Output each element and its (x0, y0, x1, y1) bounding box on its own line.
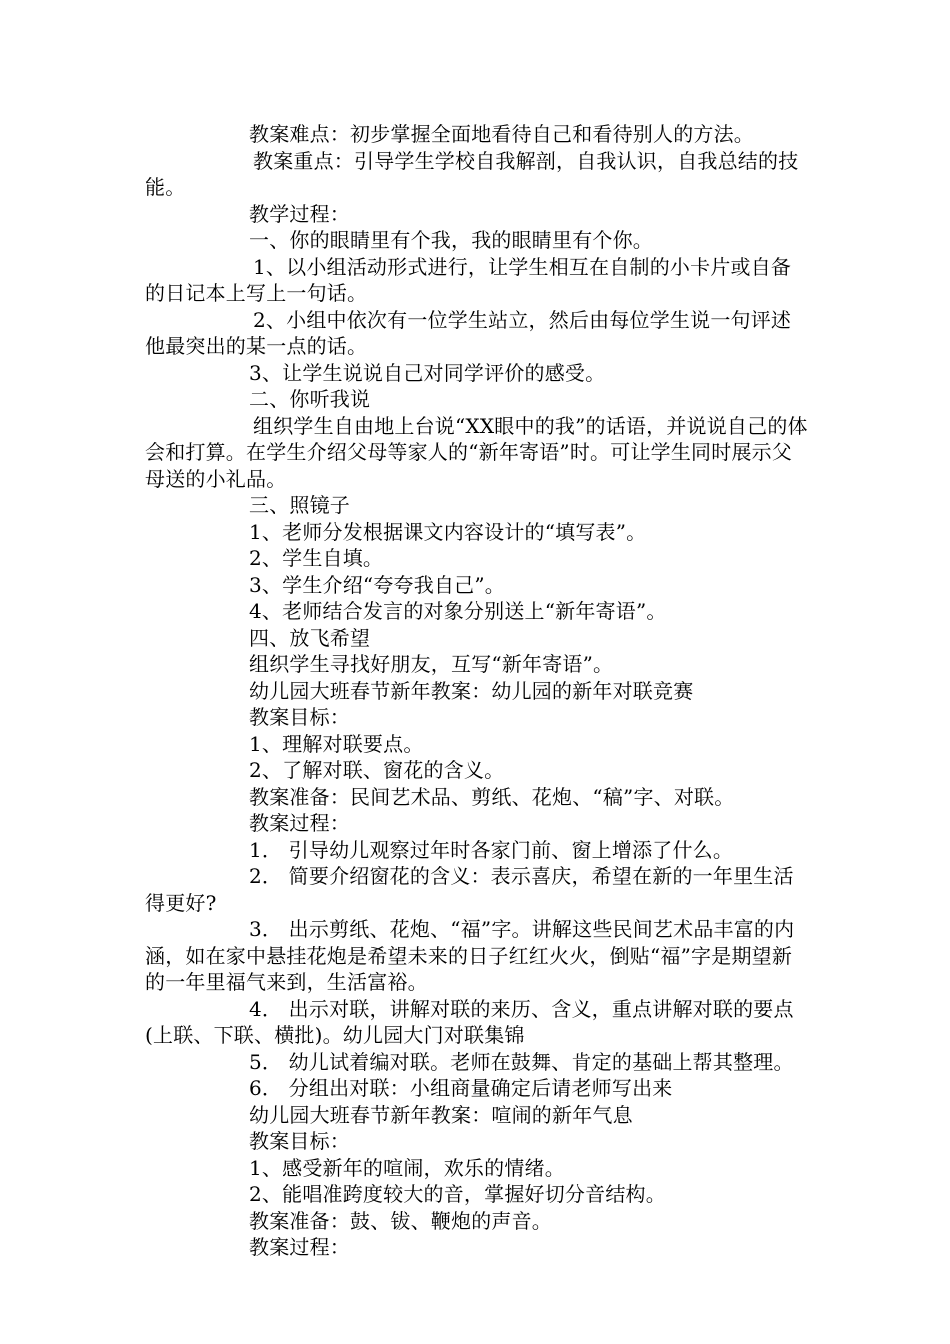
paragraph-difficulty: 教案难点：初步掌握全面地看待自己和看待别人的方法。 (249, 122, 754, 146)
document-body (145, 121, 810, 1261)
list-item: 2、小组中依次有一位学生站立，然后由每位学生说一句评述他最突出的某一点的话。 (145, 307, 792, 358)
paragraph: 教案目标： (249, 705, 350, 729)
paragraph: 教案准备：民间艺术品、剪纸、花炮、“稿”字、对联。 (249, 784, 735, 809)
list-item: 2． 简要介绍窗花的含义：表示喜庆，希望在新的一年里生活得更好? (145, 864, 794, 915)
list-item: 3、让学生说说自己对同学评价的感受。 (249, 360, 606, 385)
paragraph: 教案过程： (249, 1235, 350, 1259)
list-item: 3． 出示剪纸、花炮、“福”字。讲解这些民间艺术品丰富的内涵，如在家中悬挂花炮是希望未来的日子红红火火，倒贴“福”字是期望新的一年里福气来到，生活富裕。 (145, 917, 795, 994)
list-item: 1、老师分发根据课文内容设计的“填写表”。 (249, 519, 647, 544)
list-item: 2、能唱准跨度较大的音，掌握好切分音结构。 (249, 1182, 666, 1206)
lesson-title: 幼儿园大班春节新年教案：喧闹的新年气息 (249, 1102, 633, 1127)
list-item: 2、了解对联、窗花的含义。 (249, 758, 505, 782)
list-item: 4、老师结合发言的对象分别送上“新年寄语”。 (249, 599, 667, 623)
paragraph: 组织学生自由地上台说“XX眼中的我”的话语，并说说自己的体会和打算。在学生介绍父母等家人的“新年寄语”时。可让学生同时展示父母送的小礼品。 (145, 413, 808, 491)
list-item: 1． 引导幼儿观察过年时各家门前、窗上增添了什么。 (249, 837, 734, 862)
list-item: 5． 幼儿试着编对联。老师在鼓舞、肯定的基础上帮其整理。 (249, 1049, 794, 1074)
list-item: 3、学生介绍“夸夸我自己”。 (249, 572, 505, 597)
list-item: 4． 出示对联，讲解对联的来历、含义，重点讲解对联的要点(上联、下联、横批)。幼儿园大门对联集锦 (145, 996, 794, 1047)
section-heading-3: 三、照镜子 (249, 493, 350, 517)
lesson-title: 幼儿园大班春节新年教案：幼儿园的新年对联竞赛 (249, 678, 694, 703)
list-item: 6． 分组出对联：小组商量确定后请老师写出来 (249, 1076, 673, 1100)
paragraph: 教案准备：鼓、钹、鞭炮的声音。 (249, 1208, 552, 1233)
section-heading-1: 一、你的眼睛里有个我，我的眼睛里有个你。 (249, 228, 653, 252)
paragraph-process-heading: 教学过程： (249, 201, 350, 226)
section-heading-4: 四、放飞希望 (249, 625, 371, 650)
paragraph-key-points: 教案重点：引导学生学校自我解剖，自我认识，自我总结的技能。 (145, 148, 799, 199)
list-item: 1、理解对联要点。 (249, 731, 424, 756)
paragraph: 组织学生寻找好朋友，互写“新年寄语”。 (249, 652, 614, 676)
list-item: 1、以小组活动形式进行，让学生相互在自制的小卡片或自备的日记本上写上一句话。 (145, 254, 792, 305)
list-item: 1、感受新年的喧闹，欢乐的情绪。 (249, 1155, 565, 1180)
paragraph: 教案过程： (249, 811, 350, 835)
section-heading-2: 二、你听我说 (249, 387, 371, 411)
paragraph: 教案目标： (249, 1129, 350, 1153)
list-item: 2、学生自填。 (249, 546, 384, 570)
